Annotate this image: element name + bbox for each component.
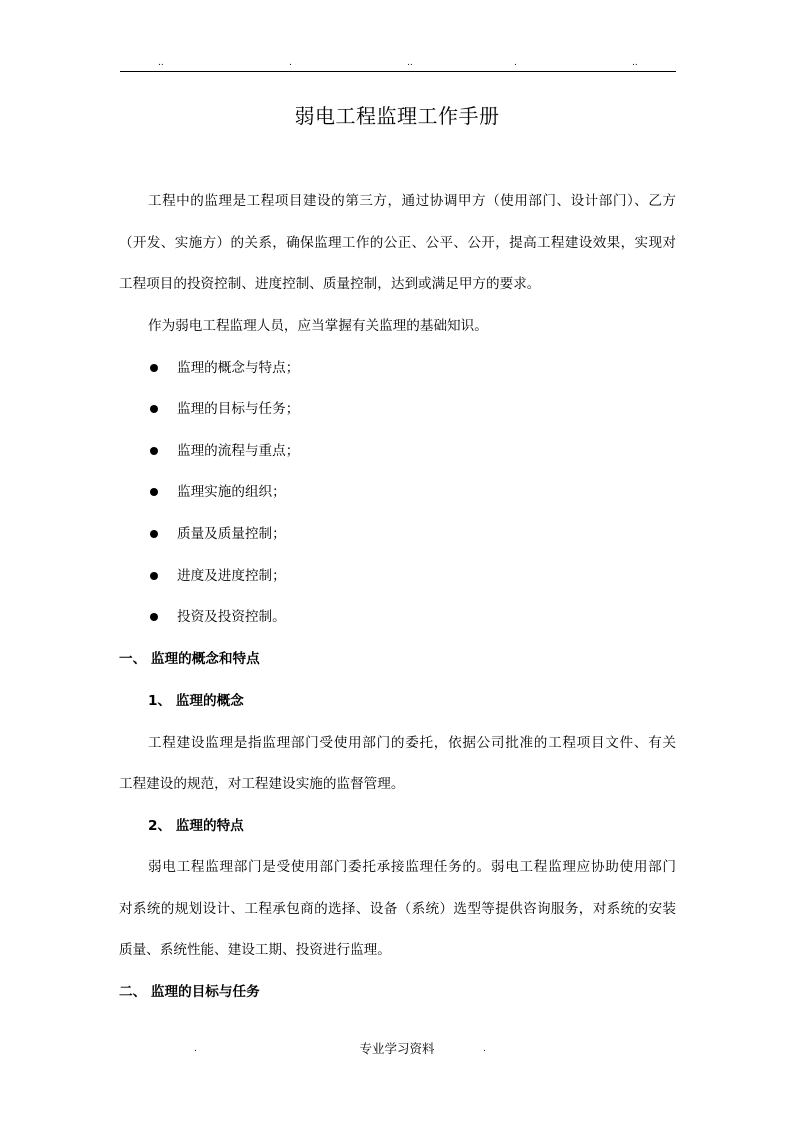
list-item-label: 进度及进度控制； <box>177 568 286 584</box>
intro-line: 工程项目的投资控制、进度控制、质量控制，达到或满足甲方的要求。 <box>119 276 541 292</box>
list-item-label: 监理的概念与特点； <box>177 360 300 376</box>
subsection-heading: 1、 监理的概念 <box>148 693 244 709</box>
document-title: 弱电工程监理工作手册 <box>294 104 500 128</box>
bullet-dot-icon <box>150 613 158 621</box>
list-item-label: 监理实施的组织； <box>177 484 286 500</box>
body-line: 对系统的规划设计、工程承包商的选择、设备（系统）选型等提供咨询服务，对系统的安装 <box>119 901 676 917</box>
header-mark: .. <box>158 58 164 68</box>
intro-line: （开发、实施方）的关系，确保监理工作的公正、公平、公开，提高工程建设效果，实现对 <box>119 235 676 251</box>
bullet-dot-icon <box>150 447 158 455</box>
footer-mark: . <box>194 1044 197 1054</box>
section-heading: 一、 监理的概念和特点 <box>119 651 260 667</box>
bullet-dot-icon <box>150 405 158 413</box>
header-mark: .. <box>632 58 638 68</box>
list-item-label: 投资及投资控制。 <box>177 609 286 625</box>
bullet-dot-icon <box>150 364 158 372</box>
body-line: 工程建设的规范，对工程建设实施的监督管理。 <box>119 776 405 792</box>
body-line: 弱电工程监理部门是受使用部门委托承接监理任务的。弱电工程监理应协助使用部门 <box>148 859 676 875</box>
intro-line: 作为弱电工程监理人员，应当掌握有关监理的基础知识。 <box>148 318 488 334</box>
header-mark: . <box>514 58 517 68</box>
body-line: 质量、系统性能、建设工期、投资进行监理。 <box>119 942 391 958</box>
footer-mark: . <box>483 1044 486 1054</box>
body-line: 工程建设监理是指监理部门受使用部门的委托，依据公司批准的工程项目文件、有关 <box>148 735 676 751</box>
intro-line: 工程中的监理是工程项目建设的第三方，通过协调甲方（使用部门、设计部门）、乙方 <box>148 193 676 209</box>
header-rule <box>120 71 676 72</box>
bullet-dot-icon <box>150 572 158 580</box>
bullet-dot-icon <box>150 530 158 538</box>
list-item-label: 监理的目标与任务； <box>177 401 300 417</box>
list-item-label: 监理的流程与重点； <box>177 443 300 459</box>
section-heading: 二、 监理的目标与任务 <box>119 984 260 1000</box>
bullet-dot-icon <box>150 488 158 496</box>
header-mark: . <box>289 58 292 68</box>
subsection-heading: 2、 监理的特点 <box>148 818 244 834</box>
list-item-label: 质量及质量控制； <box>177 526 286 542</box>
header-mark: .. <box>407 58 413 68</box>
footer-text: 专业学习资料 <box>359 1041 435 1056</box>
